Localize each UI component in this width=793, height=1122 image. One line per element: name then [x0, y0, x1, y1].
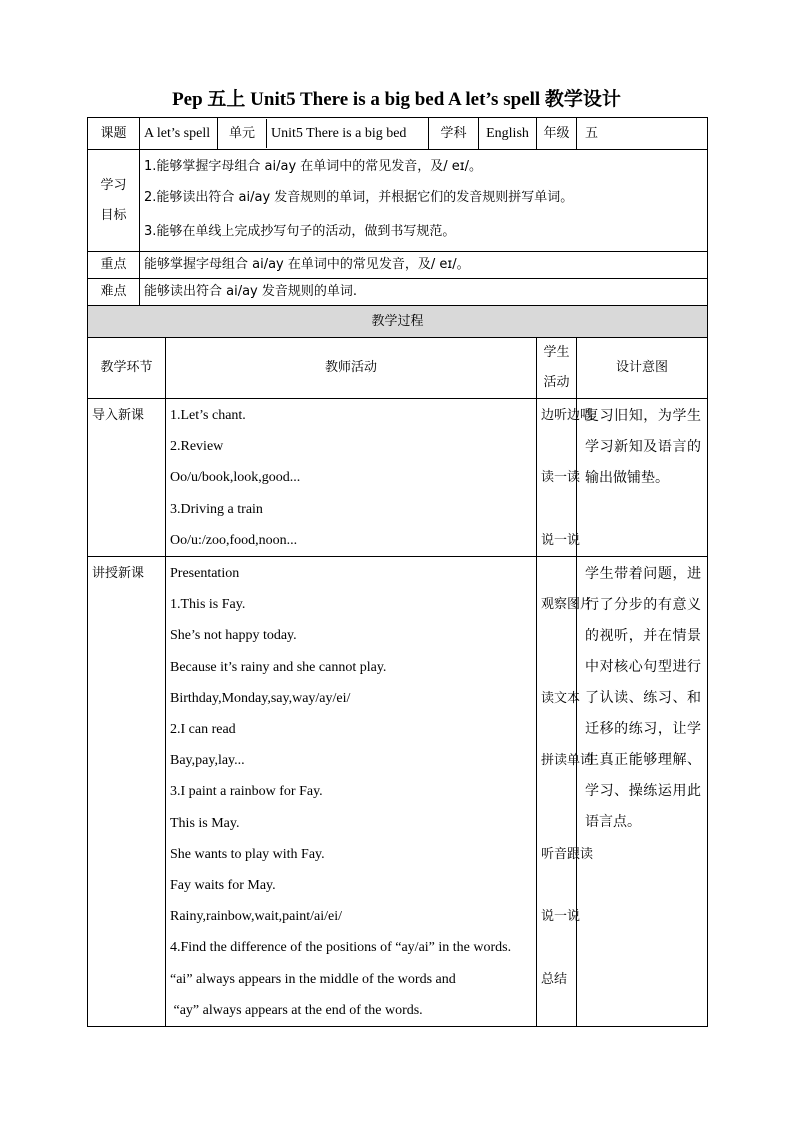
- teacher-line: 3.Driving a train: [170, 501, 263, 517]
- teacher-line: Oo/u:/zoo,food,noon...: [170, 532, 298, 548]
- col-teacher: 教师活动: [166, 338, 537, 399]
- teacher-line: Because it’s rainy and she cannot play.: [170, 659, 387, 675]
- lesson-plan-table: [87, 117, 708, 1027]
- goals-label: [88, 150, 140, 252]
- process-header: 教学过程: [88, 306, 708, 338]
- student-line: 拼读单词: [541, 753, 594, 769]
- student-line: [541, 808, 572, 839]
- col-stage: 教学环节: [88, 338, 166, 399]
- teacher-activity-new: [166, 557, 537, 1027]
- difficulty-row: [88, 279, 708, 306]
- student-line: 听音跟读: [541, 846, 594, 862]
- topic-label: 课题: [88, 118, 140, 150]
- student-line: [541, 714, 572, 745]
- goal-item: 3.能够在单线上完成抄写句子的活动，做到书写规范。: [144, 224, 456, 239]
- student-line: 观察图片: [541, 597, 594, 613]
- process-header-row: [88, 306, 708, 338]
- goal-item: 2.能够读出符合 ai/ay 发音规则的单词，并根据它们的发音规则拼写单词。: [144, 190, 574, 205]
- teacher-line: This is May.: [170, 815, 240, 831]
- grade-label: 年级: [537, 118, 577, 150]
- teacher-line: 2.Review: [170, 439, 224, 455]
- student-line: [541, 620, 572, 651]
- unit-value: Unit5 There is a big bed: [271, 126, 407, 141]
- unit-cell: [218, 118, 429, 150]
- goals-label-line2: 目标: [100, 207, 127, 223]
- teacher-line: “ai” always appears in the middle of the words and: [170, 971, 456, 987]
- goal-item: 1.能够掌握字母组合 ai/ay 在单词中的常见发音，及/ eɪ/。: [144, 159, 483, 174]
- teacher-line: 2.I can read: [170, 722, 236, 738]
- section-new-row: [88, 557, 708, 1027]
- teacher-line: Oo/u/book,look,good...: [170, 470, 301, 486]
- header-row: [88, 118, 708, 150]
- goals-row: [88, 150, 708, 252]
- student-line: 边听边唱: [541, 408, 594, 423]
- intent-new: 学生带着问题，进行了分步的有意义的视听，并在情景中对核心句型进行了认读、练习、和迁移的练习，让学生真正能够理解、学习、操练运用此语言点。: [577, 557, 708, 1027]
- teacher-line: 1.This is Fay.: [170, 597, 246, 613]
- column-header-row: [88, 338, 708, 399]
- student-line: 读一读: [541, 470, 581, 486]
- teacher-line: Bay,pay,lay...: [170, 753, 245, 769]
- teacher-line: Rainy,rainbow,wait,paint/ai/ei/: [170, 909, 342, 925]
- student-line: [541, 995, 572, 1026]
- teacher-line: “ay” always appears at the end of the words.: [170, 1002, 423, 1018]
- teacher-line: Fay waits for May.: [170, 878, 276, 894]
- teacher-line: She’s not happy today.: [170, 628, 297, 644]
- key-point-value: 能够掌握字母组合 ai/ay 在单词中的常见发音，及/ eɪ/。: [140, 252, 708, 279]
- student-line: [541, 776, 572, 807]
- grade-value: 五: [577, 118, 708, 150]
- student-line: 说一说: [541, 532, 581, 548]
- teacher-line: 1.Let’s chant.: [170, 408, 246, 423]
- teacher-line: 4.Find the difference of the positions of “ay/ai” in the words.: [170, 940, 512, 956]
- topic-value: A let’s spell: [140, 118, 218, 150]
- difficulty-value: 能够读出符合 ai/ay 发音规则的单词.: [140, 279, 708, 306]
- student-line: 读文本: [541, 690, 581, 706]
- subject-label: 学科: [429, 118, 479, 150]
- teacher-line: Birthday,Monday,say,way/ay/ei/: [170, 690, 351, 706]
- key-point-row: [88, 252, 708, 279]
- difficulty-label: 难点: [88, 279, 140, 306]
- intent-intro: 复习旧知，为学生学习新知及语言的输出做铺垫。: [577, 399, 708, 557]
- student-line: 说一说: [541, 909, 581, 925]
- goals-content: [140, 150, 708, 252]
- unit-label-visible: 单元: [218, 119, 267, 148]
- document-title: Pep 五上 Unit5 There is a big bed A let’s spell 教学设计: [172, 89, 621, 110]
- teacher-activity-intro: [166, 399, 537, 557]
- student-line: [541, 431, 572, 462]
- teacher-line: 3.I paint a rainbow for Fay.: [170, 784, 323, 800]
- student-activity-new: [537, 557, 594, 1027]
- teacher-line: Presentation: [170, 566, 240, 582]
- col-intent: 设计意图: [577, 338, 708, 399]
- student-line: [541, 932, 572, 963]
- stage-new: 讲授新课: [88, 557, 166, 1027]
- key-point-label: 重点: [88, 252, 140, 279]
- student-activity-intro: [537, 399, 594, 557]
- col-student: 学生活动: [537, 338, 577, 399]
- goals-label-line1: 学习: [100, 177, 127, 193]
- section-intro-row: [88, 399, 708, 557]
- teacher-line: She wants to play with Fay.: [170, 846, 325, 862]
- student-line: [541, 652, 572, 683]
- stage-intro: 导入新课: [88, 399, 166, 557]
- student-line: 总结: [541, 971, 568, 987]
- subject-value: English: [479, 118, 537, 150]
- student-line: [541, 870, 572, 901]
- student-line: [541, 558, 572, 589]
- student-line: [541, 494, 572, 525]
